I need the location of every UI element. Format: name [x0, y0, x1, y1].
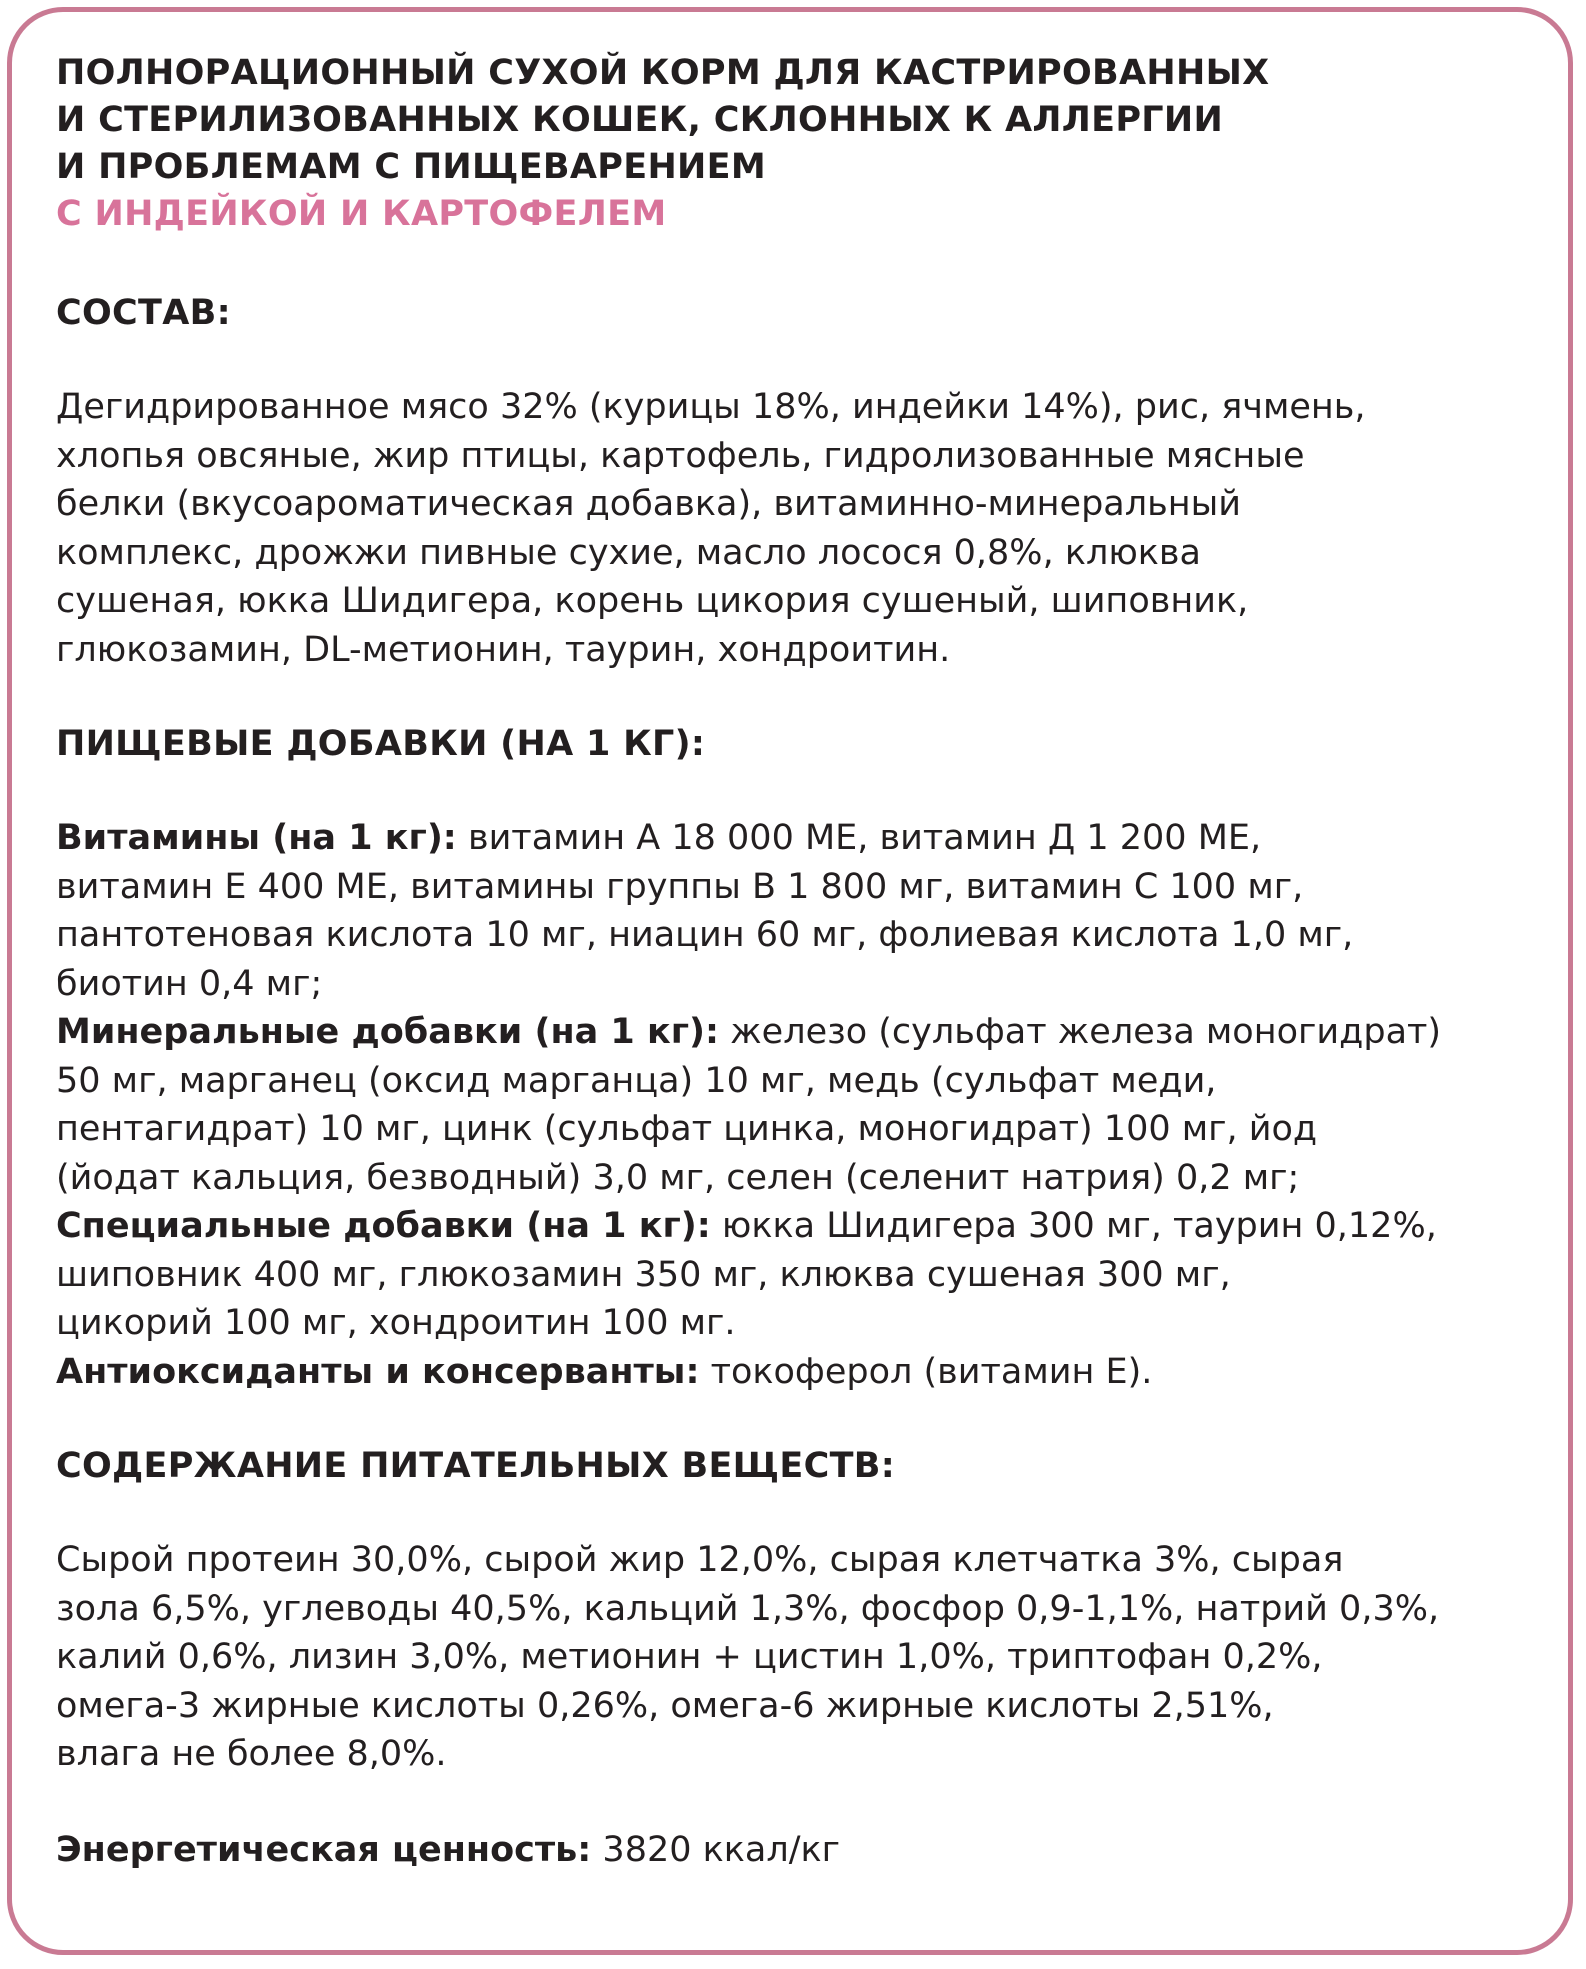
- energy-value-line: [56, 1826, 1546, 1875]
- nutrients-line: омега-3 жирные кислоты 0,26%, омега-6 жирные кислоты 2,51%,: [56, 1685, 1274, 1726]
- vitamins-line: витамин Е 400 МЕ, витамины группы В 1 800 мг, витамин С 100 мг,: [56, 866, 1304, 907]
- minerals-line: пентагидрат) 10 мг, цинк (сульфат цинка, моногидрат) 100 мг, йод: [56, 1109, 1318, 1149]
- vitamins-line: биотин 0,4 мг;: [56, 963, 323, 1004]
- vitamins-line: пантотеновая кислота 10 мг, ниацин 60 мг, фолиевая кислота 1,0 мг,: [56, 915, 1354, 955]
- composition-line: сушеная, юкка Шидигера, корень цикория сушеный, шиповник,: [56, 581, 1249, 621]
- vitamins-line: [56, 814, 1546, 863]
- composition-line: Дегидрированное мясо 32% (курицы 18%, индейки 14%), рис, ячмень,: [56, 387, 1366, 427]
- nutrients-line: влага не более 8,0%.: [56, 1734, 447, 1774]
- composition-line: глюкозамин, DL-метионин, таурин, хондроитин.: [56, 629, 951, 670]
- additives-heading: ПИЩЕВЫЕ ДОБАВКИ (НА 1 КГ):: [56, 724, 706, 764]
- vitamins-text: витамин А 18 000 МЕ, витамин Д 1 200 МЕ,: [456, 818, 1262, 858]
- minerals-label: Минеральные добавки (на 1 кг):: [56, 1012, 720, 1052]
- nutrients-section: [56, 1443, 1546, 1779]
- antioxidants-text: токоферол (витамин Е).: [699, 1351, 1153, 1392]
- composition-heading: СОСТАВ:: [56, 293, 231, 333]
- nutrients-heading: СОДЕРЖАНИЕ ПИТАТЕЛЬНЫХ ВЕЩЕСТВ:: [56, 1446, 896, 1486]
- title-line: ПОЛНОРАЦИОННЫЙ СУХОЙ КОРМ ДЛЯ КАСТРИРОВАННЫХ: [56, 53, 1270, 93]
- special-line: шиповник 400 мг, глюкозамин 350 мг, клюква сушеная 300 мг,: [56, 1254, 1231, 1295]
- antioxidants-label: Антиоксиданты и консерванты:: [56, 1351, 700, 1392]
- vitamins-label: Витамины (на 1 кг):: [56, 818, 457, 858]
- product-subtitle: С ИНДЕЙКОЙ И КАРТОФЕЛЕМ: [56, 194, 667, 234]
- minerals-line: [56, 1008, 1546, 1057]
- composition-line: комплекс, дрожжи пивные сухие, масло лосося 0,8%, клюква: [56, 532, 1202, 573]
- label-content: [56, 50, 1546, 1874]
- product-title: [56, 50, 1546, 238]
- special-line: цикорий 100 мг, хондроитин 100 мг.: [56, 1303, 736, 1343]
- composition-section: [56, 290, 1546, 674]
- minerals-line: 50 мг, марганец (оксид марганца) 10 мг, медь (сульфат меди,: [56, 1060, 1217, 1101]
- special-text: юкка Шидигера 300 мг, таурин 0,12%,: [710, 1206, 1437, 1246]
- composition-line: белки (вкусоароматическая добавка), витаминно-минеральный: [56, 484, 1242, 524]
- minerals-text: железо (сульфат железа моногидрат): [719, 1012, 1442, 1052]
- additives-section: [56, 721, 1546, 1396]
- antioxidants-line: [56, 1348, 1546, 1397]
- nutrients-line: Сырой протеин 30,0%, сырой жир 12,0%, сырая клетчатка 3%, сырая: [56, 1540, 1344, 1580]
- energy-label: Энергетическая ценность:: [56, 1829, 592, 1870]
- title-line: И ПРОБЛЕМАМ С ПИЩЕВАРЕНИЕМ: [56, 147, 766, 187]
- composition-line: хлопья овсяные, жир птицы, картофель, гидролизованные мясные: [56, 435, 1305, 476]
- title-line: И СТЕРИЛИЗОВАННЫХ КОШЕК, СКЛОННЫХ К АЛЛЕРГИИ: [56, 100, 1224, 140]
- special-line: [56, 1202, 1546, 1251]
- minerals-line: (йодат кальция, безводный) 3,0 мг, селен (селенит натрия) 0,2 мг;: [56, 1157, 1300, 1198]
- nutrients-line: зола 6,5%, углеводы 40,5%, кальций 1,3%, фосфор 0,9-1,1%, натрий 0,3%,: [56, 1588, 1440, 1629]
- energy-value: 3820 ккал/кг: [591, 1829, 841, 1870]
- nutrients-line: калий 0,6%, лизин 3,0%, метионин + цистин 1,0%, триптофан 0,2%,: [56, 1637, 1323, 1677]
- special-label: Специальные добавки (на 1 кг):: [56, 1206, 711, 1246]
